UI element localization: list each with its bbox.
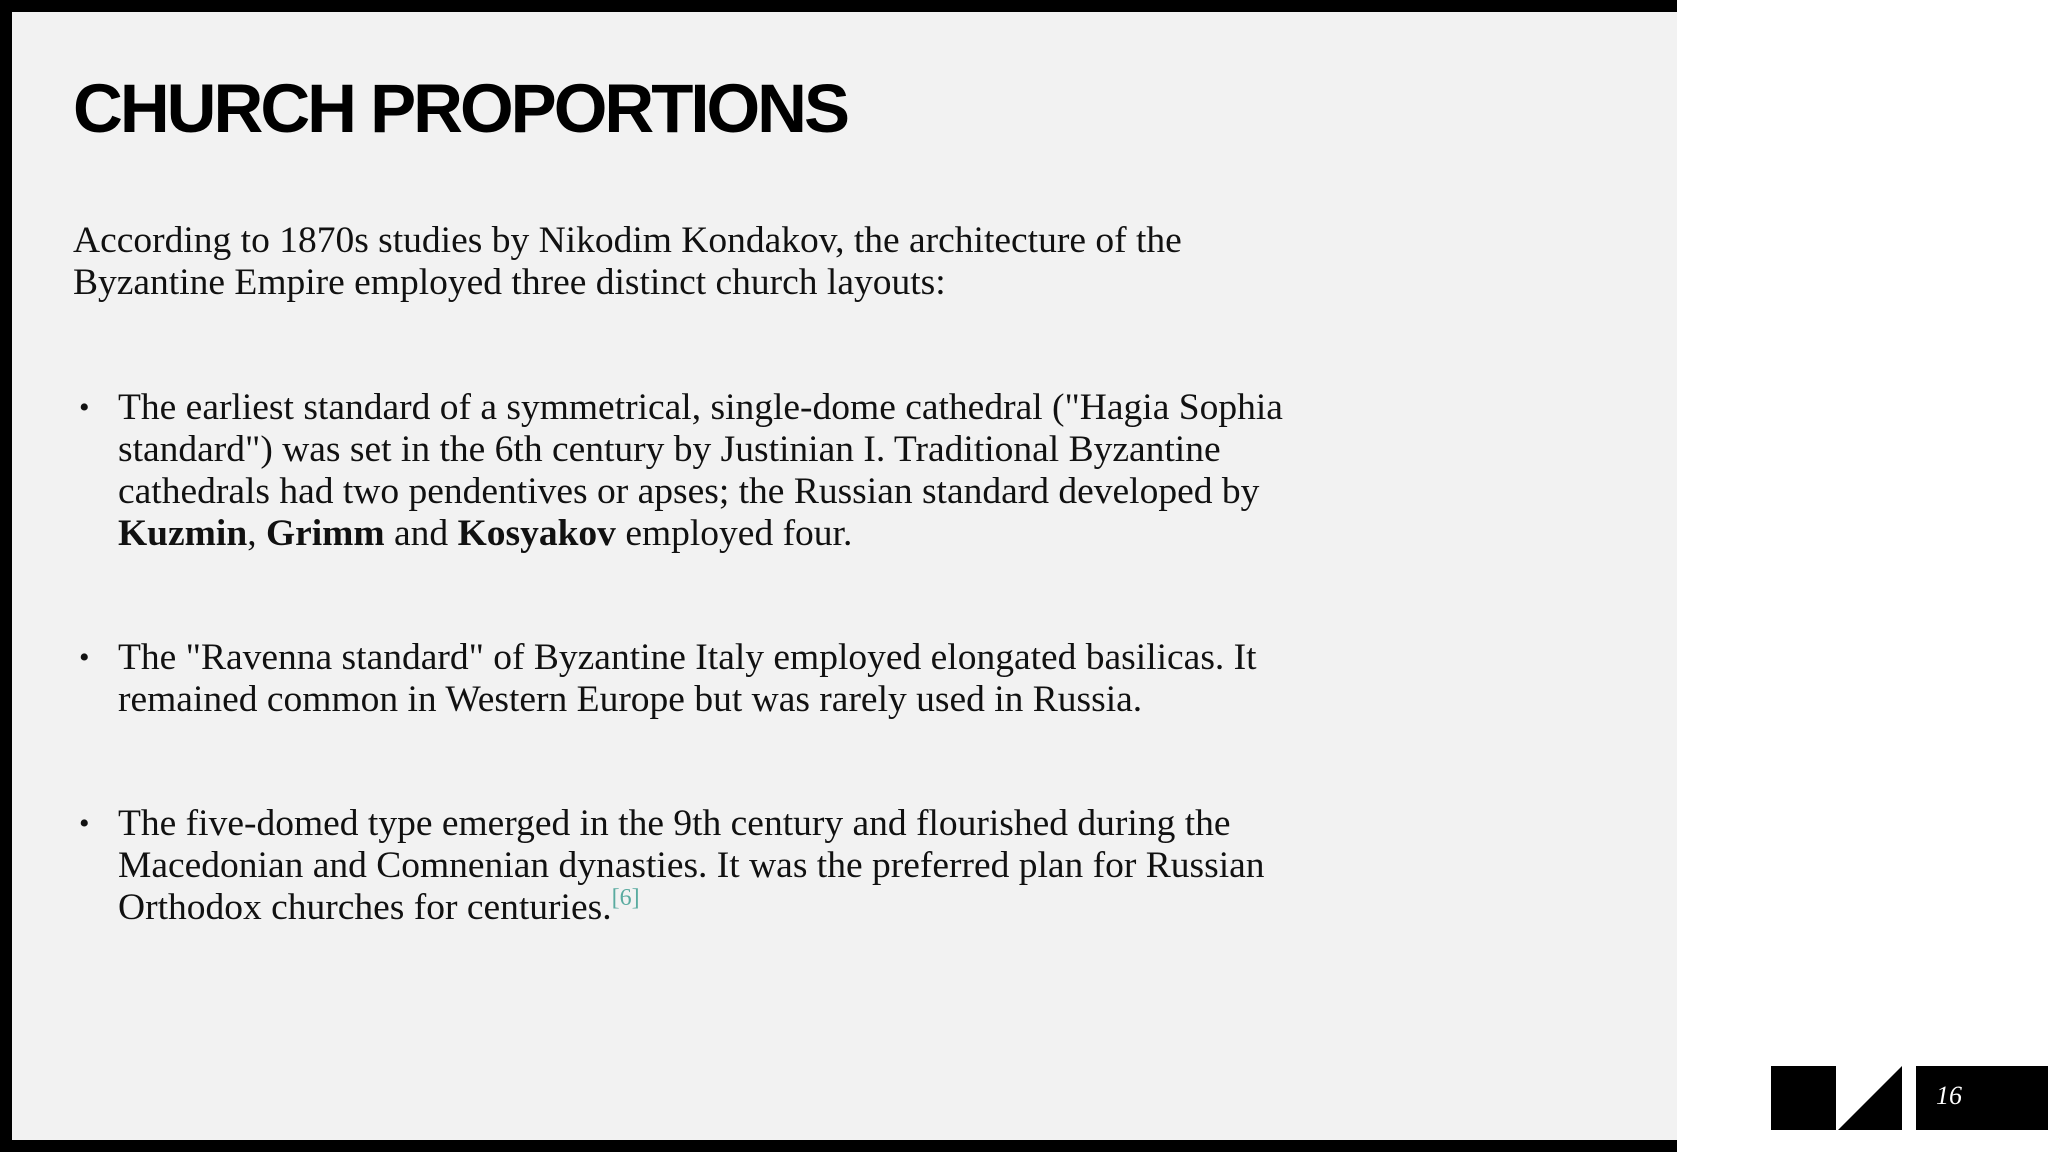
separator: , bbox=[247, 513, 266, 554]
slide-title: CHURCH PROPORTIONS bbox=[73, 70, 848, 147]
citation-link[interactable]: [6] bbox=[611, 885, 640, 911]
bullet-icon: • bbox=[79, 391, 90, 424]
separator: and bbox=[384, 513, 458, 554]
page-number-box bbox=[1916, 1066, 2048, 1130]
bullet-text: The earliest standard of a symmetrical, single-dome cathedral ("Hagia Sophia standard") was set in the 6th century by Justinian I. Traditional Byzantine cathedrals had two pendentives or apses; the Russian standard developed by bbox=[118, 387, 1283, 512]
architect-name-kuzmin: Kuzmin bbox=[118, 513, 248, 554]
bullet-item-hagia-sophia bbox=[73, 387, 1353, 555]
bullet-icon: • bbox=[79, 807, 90, 840]
bullet-text-end: employed four. bbox=[615, 513, 853, 554]
page-number: 16 bbox=[1936, 1081, 1962, 1110]
bullet-item-five-domed bbox=[73, 803, 1353, 929]
bullet-text: The five-domed type emerged in the 9th century and flourished during the Macedonian and Comnenian dynasties. It was the preferred plan for Russian Orthodox churches for centuries. bbox=[118, 803, 1265, 928]
architect-name-grimm: Grimm bbox=[265, 513, 385, 554]
bullet-text: The "Ravenna standard" of Byzantine Italy employed elongated basilicas. It remained common in Western Europe but was rarely used in Russia. bbox=[118, 637, 1257, 720]
logo-triangle-icon bbox=[1838, 1066, 1902, 1130]
bullet-icon: • bbox=[79, 641, 90, 674]
bullet-item-ravenna bbox=[73, 637, 1353, 721]
bullet-list bbox=[73, 387, 1353, 1011]
architect-name-kosyakov: Kosyakov bbox=[457, 513, 616, 554]
logo-square-icon bbox=[1771, 1066, 1836, 1130]
slide-panel bbox=[12, 12, 1677, 1140]
intro-paragraph: According to 1870s studies by Nikodim Kondakov, the architecture of the Byzantine Empire employed three distinct church layouts: bbox=[73, 220, 1182, 303]
